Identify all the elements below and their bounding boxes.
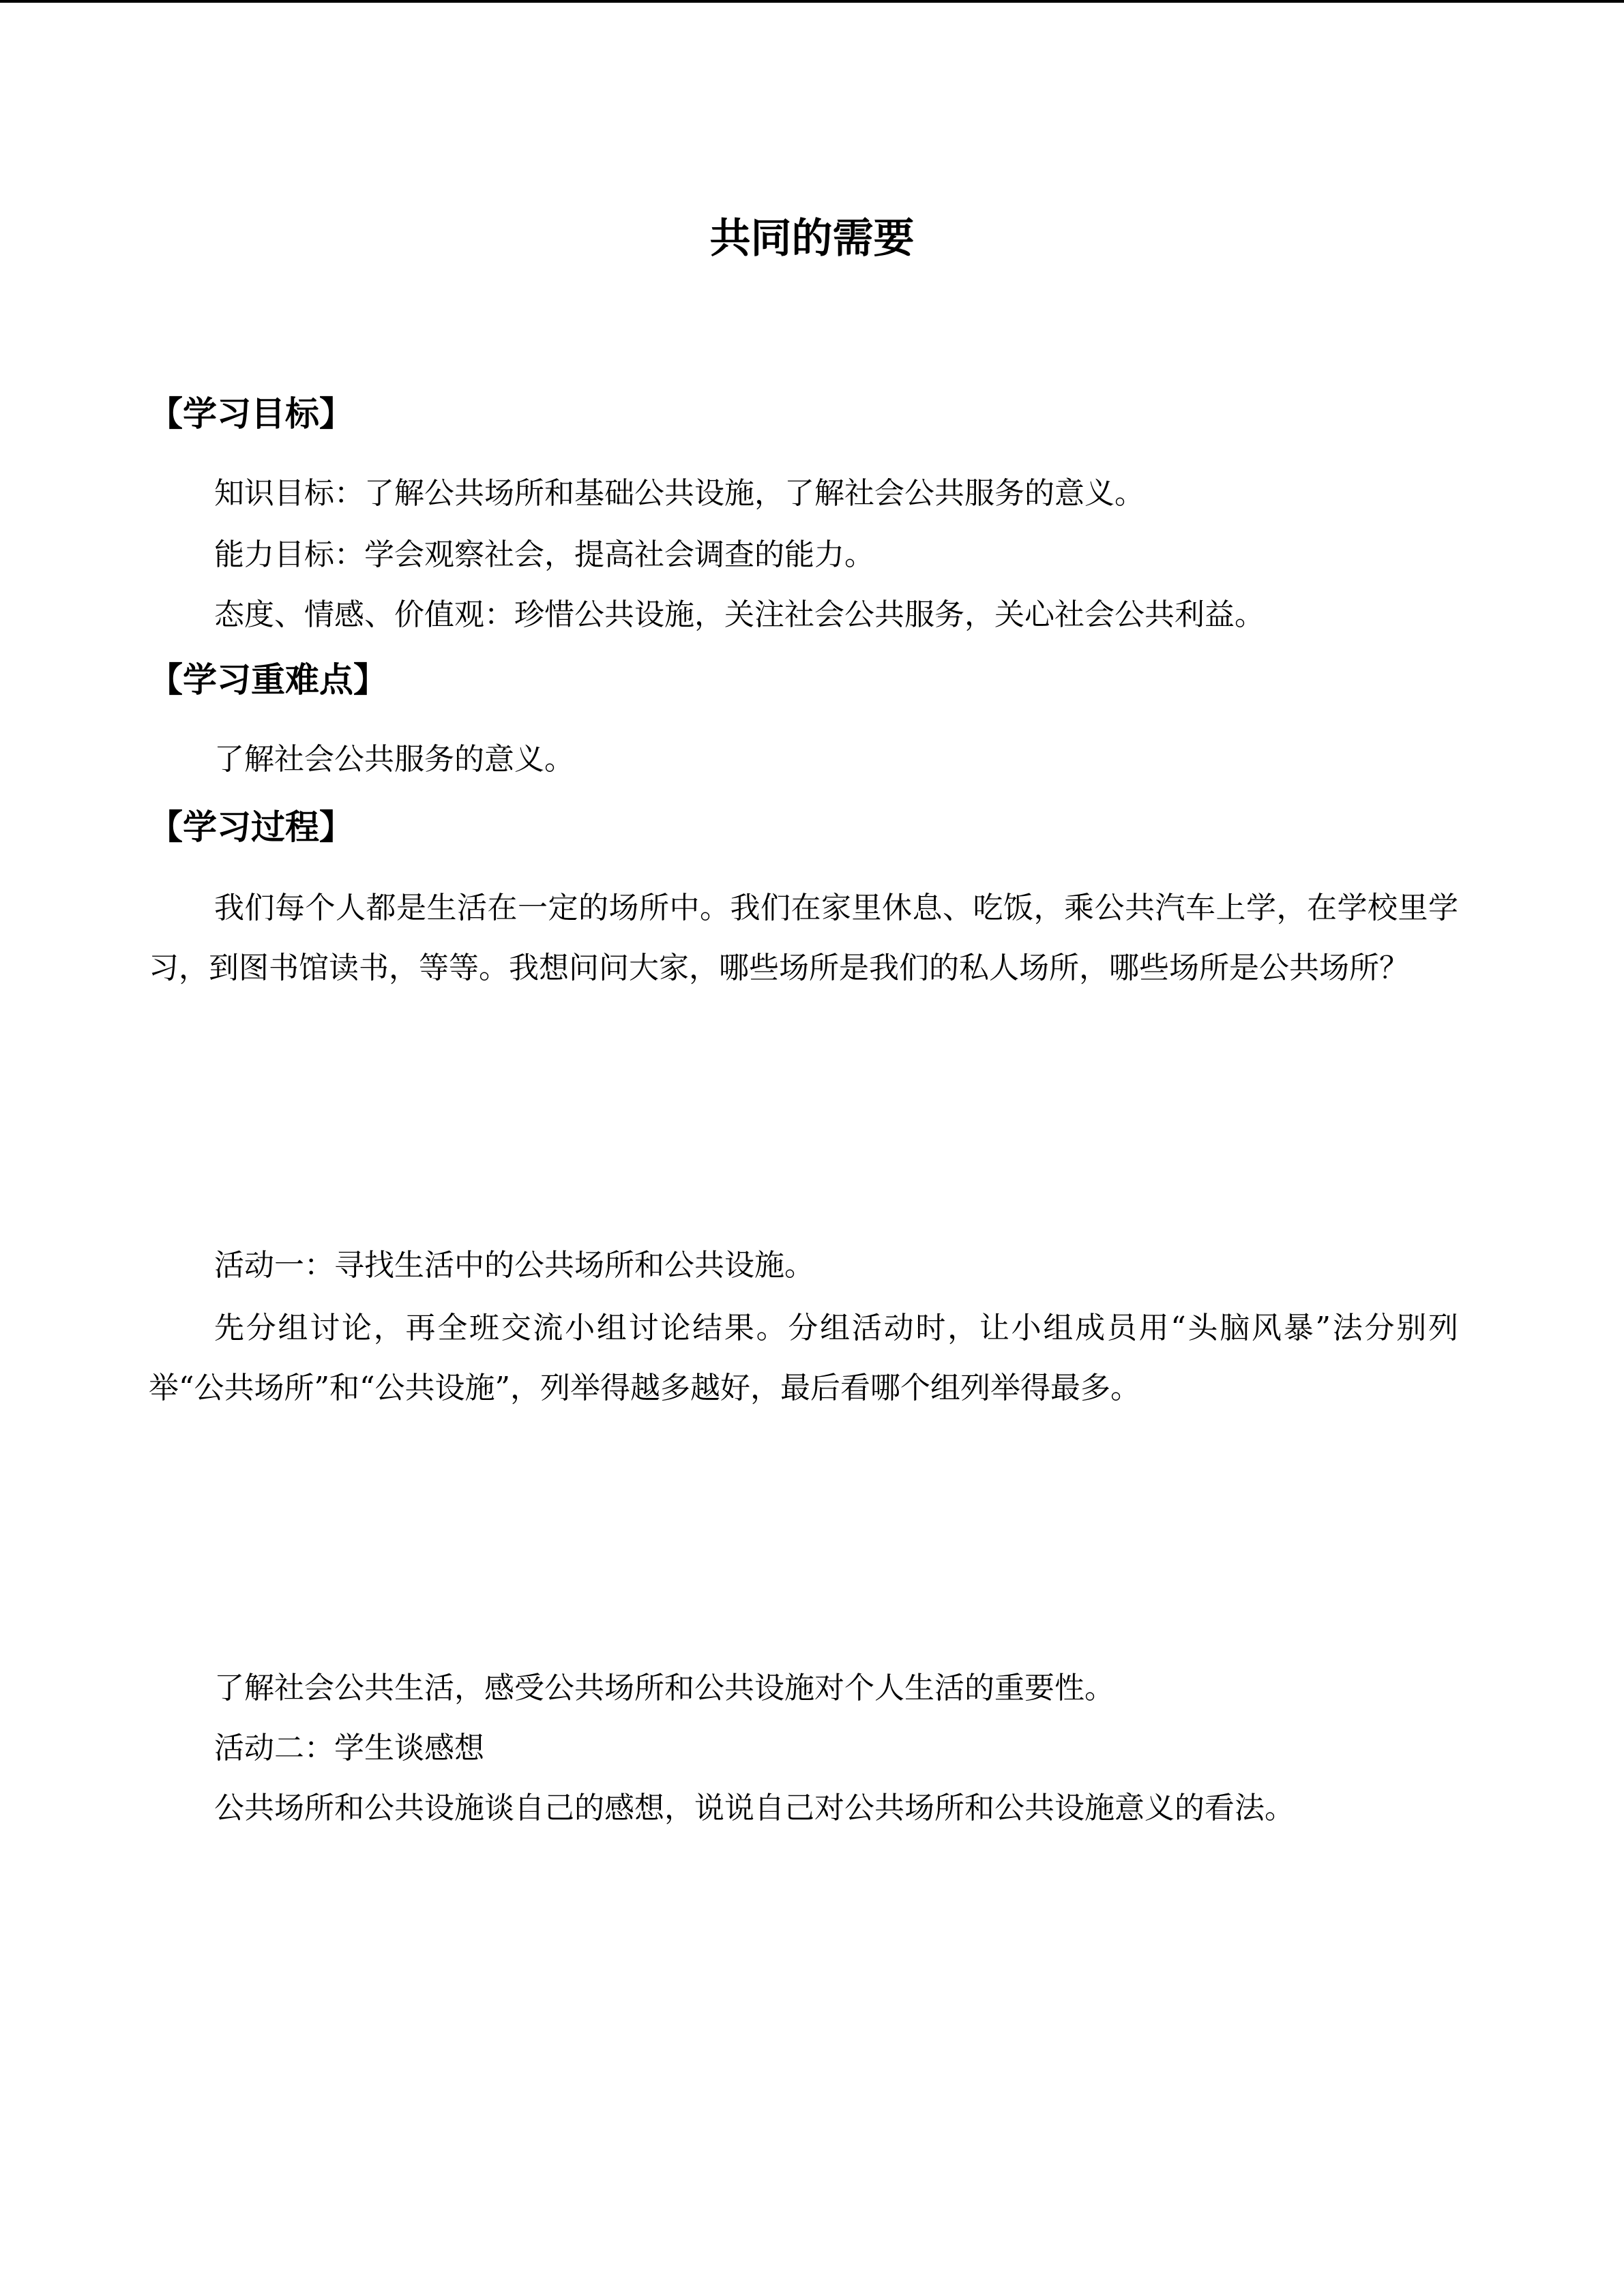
section-heading-process: 【学习过程】 bbox=[149, 807, 353, 847]
process-intro-paragraph: 我们每个人都是生活在一定的场所中。我们在家里休息、吃饭，乘公共汽车上学，在学校里学习，到图书馆读书，等等。我想问问大家，哪些场所是我们的私人场所，哪些场所是公共场所？ bbox=[149, 891, 1458, 985]
section-heading-key-points: 【学习重难点】 bbox=[149, 660, 387, 700]
key-point-item: 了解社会公共服务的意义。 bbox=[214, 742, 574, 777]
activity-one-paragraph: 先分组讨论，再全班交流小组讨论结果。分组活动时，让小组成员用“头脑风暴”法分别列举“公共场所”和“公共设施”，列举得越多越好，最后看哪个组列举得最多。 bbox=[149, 1311, 1458, 1405]
objective-attitude: 态度、情感、价值观：珍惜公共设施，关注社会公共服务，关心社会公共利益。 bbox=[214, 597, 1265, 632]
section-heading-objectives: 【学习目标】 bbox=[149, 394, 353, 434]
objective-knowledge: 知识目标：了解公共场所和基础公共设施，了解社会公共服务的意义。 bbox=[214, 476, 1145, 511]
activity-two-title: 活动二：学生谈感想 bbox=[214, 1731, 484, 1765]
activity-one-title: 活动一：寻找生活中的公共场所和公共设施。 bbox=[214, 1248, 814, 1283]
activity-two-paragraph: 公共场所和公共设施谈自己的感想，说说自己对公共场所和公共设施意义的看法。 bbox=[214, 1791, 1295, 1825]
objective-ability: 能力目标：学会观察社会，提高社会调查的能力。 bbox=[214, 537, 874, 572]
document-title: 共同的需要 bbox=[709, 215, 915, 263]
summary-line: 了解社会公共生活，感受公共场所和公共设施对个人生活的重要性。 bbox=[214, 1671, 1114, 1705]
